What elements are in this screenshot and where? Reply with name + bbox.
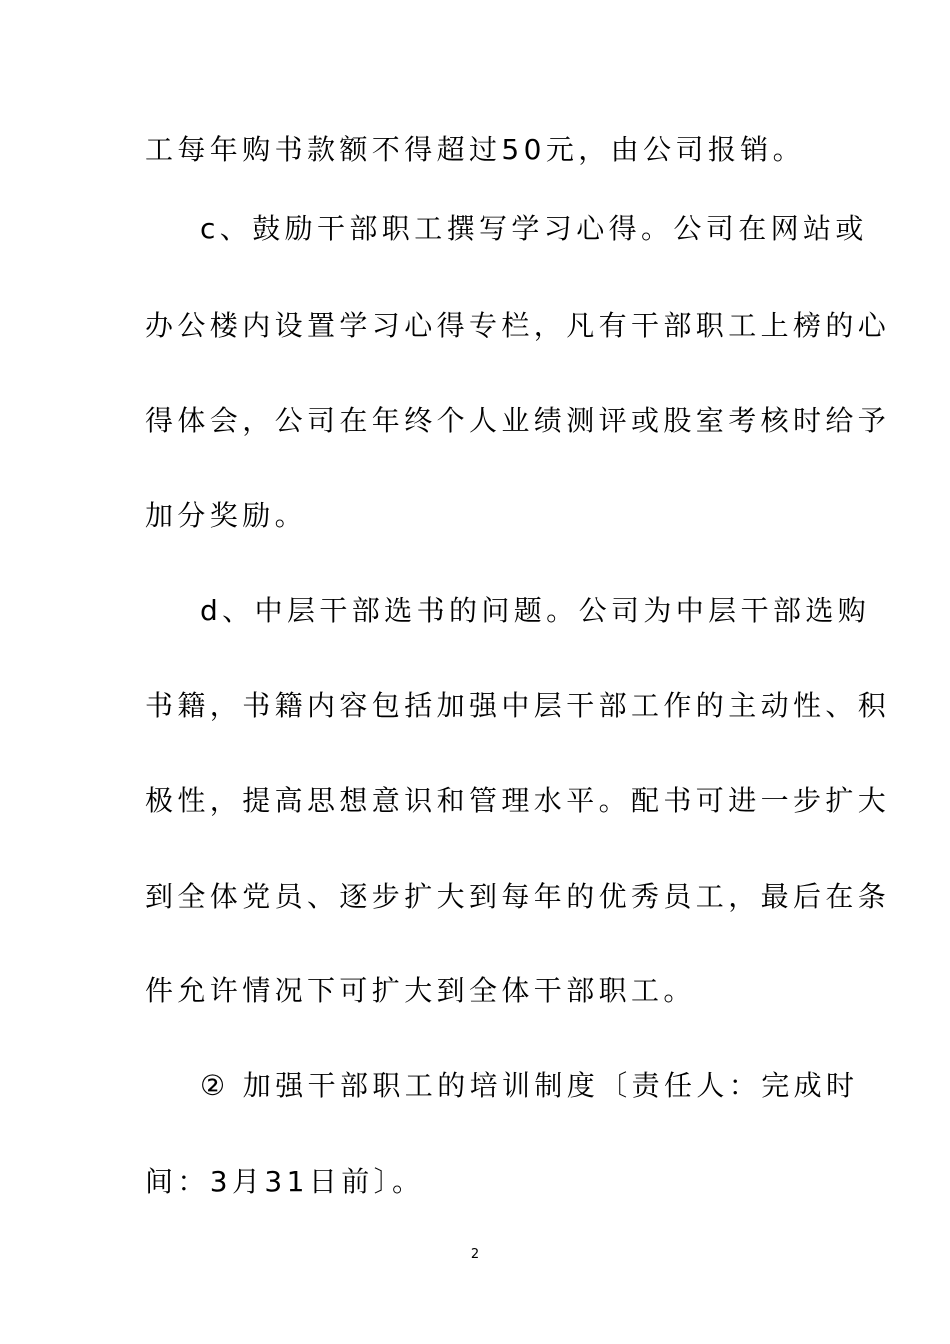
text-line-12: 间：3月31日前〕。 [145, 1165, 425, 1198]
text-line-3: 办公楼内设置学习心得专栏，凡有干部职工上榜的心 [145, 309, 891, 342]
text-line-11: ② 加强干部职工的培训制度〔责任人：完成时 [200, 1069, 859, 1102]
text-line-7: 书籍，书籍内容包括加强中层干部工作的主动性、积 [145, 689, 891, 722]
text-line-10: 件允许情况下可扩大到全体干部职工。 [145, 974, 696, 1007]
text-line-5: 加分奖励。 [145, 499, 308, 532]
page-number: 2 [470, 1247, 480, 1262]
text-line-8: 极性，提高思想意识和管理水平。配书可进一步扩大 [145, 784, 891, 817]
text-line-4: 得体会，公司在年终个人业绩测评或股室考核时给予 [145, 404, 891, 437]
text-line-1: 工每年购书款额不得超过50元，由公司报销。 [145, 133, 806, 166]
text-line-2: c、鼓励干部职工撰写学习心得。公司在网站或 [200, 212, 868, 245]
text-line-6: d、中层干部选书的问题。公司为中层干部选购 [200, 594, 871, 627]
text-line-9: 到全体党员、逐步扩大到每年的优秀员工，最后在条 [145, 880, 891, 913]
